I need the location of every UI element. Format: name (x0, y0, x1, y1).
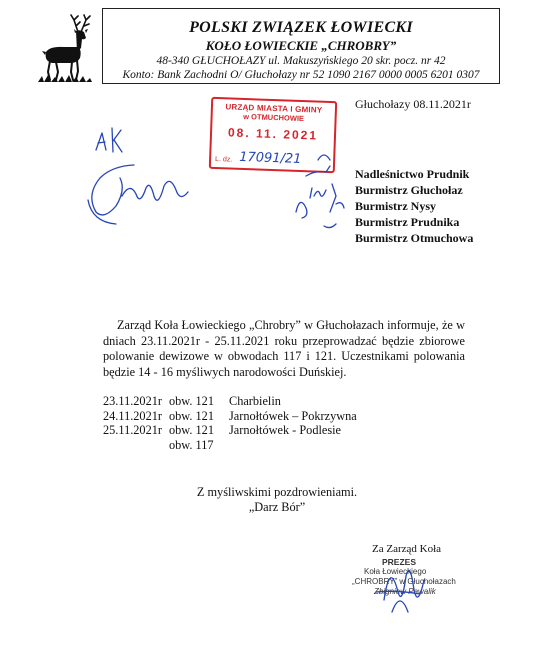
closing (0, 485, 550, 515)
initials-scribble (96, 128, 122, 152)
registration-stamp (209, 97, 337, 173)
schedule-district: obw. 121 (169, 423, 214, 438)
schedule-district: obw. 117 (169, 437, 214, 452)
hunt-schedule (103, 394, 357, 452)
recipient: Burmistrz Nysy (355, 199, 436, 213)
recipient: Burmistrz Prudnika (355, 215, 460, 229)
bank-account: Konto: Bank Zachodni O/ Głuchołazy nr 52 1090 2167 0000 0005 6201 0307 (122, 69, 480, 81)
deer-icon (34, 14, 106, 86)
schedule-row (103, 438, 357, 453)
schedule-date: 24.11.2021r (103, 408, 162, 423)
org-name: POLSKI ZWIĄZEK ŁOWIECKI (189, 19, 413, 36)
club-name: KOŁO ŁOWIECKIE „CHROBRY” (205, 38, 397, 53)
schedule-district: obw. 121 (169, 408, 214, 423)
schedule-place: Jarnołtówek – Pokrzywna (229, 408, 357, 423)
org-address: 48-340 GŁUCHOŁAZY ul. Makuszyńskiego 20 skr. pocz. nr 42 (156, 55, 446, 67)
stamp-date: 08. 11. 2021 (227, 125, 319, 143)
stamp-office-town: w OTMUCHOWIE (243, 111, 305, 124)
schedule-row (103, 423, 357, 438)
closing-motto: „Darz Bór” (248, 500, 306, 514)
stamp-ldz-number: 17091/21 (238, 149, 302, 168)
schedule-row (103, 394, 357, 409)
schedule-date (103, 438, 169, 453)
schedule-date: 25.11.2021r (103, 423, 162, 438)
schedule-place: Charbielin (229, 394, 281, 408)
stamp-office-name: URZĄD MIASTA I GMINY (225, 102, 323, 115)
stamp-ldz-label: L. dz. (214, 155, 233, 164)
recipient: Burmistrz Otmuchowa (355, 231, 474, 245)
stamp-club-name: „CHROBRY” w Głuchołazach (352, 577, 456, 586)
schedule-date: 23.11.2021r (103, 394, 162, 408)
schedule-row (103, 409, 357, 424)
place-date: Głuchołazy 08.11.2021r (355, 97, 471, 111)
stamp-person: Zbigniew Pawalik (374, 587, 436, 596)
president-stamp (352, 557, 462, 597)
schedule-district: obw. 121 (169, 394, 214, 408)
stamp-club: Koła Łowieckiego (364, 567, 427, 576)
recipient: Burmistrz Głuchołaz (355, 183, 463, 197)
stamp-title: PREZES (382, 557, 417, 567)
recipient-list (355, 166, 473, 246)
signature-scribble (92, 165, 188, 215)
schedule-place: Jarnołtówek - Podlesie (229, 423, 342, 438)
letter-body: Zarząd Koła Łowieckiego „Chrobry” w Głuchołazach informuje, że w dniach 23.11.2021r - 25.11.2021 roku przeprowadzać będzie zbiorowe polowanie dewizowe w obwodach 117 i 121. Uczestnikami polowania będzie 14 - 16 myśliwych narodowości Duńskiej. (103, 318, 465, 379)
signature-label: Za Zarząd Koła (372, 543, 442, 555)
recipient: Nadleśnictwo Prudnik (355, 167, 470, 181)
closing-greeting: Z myśliwskimi pozdrowieniami. (196, 485, 358, 499)
